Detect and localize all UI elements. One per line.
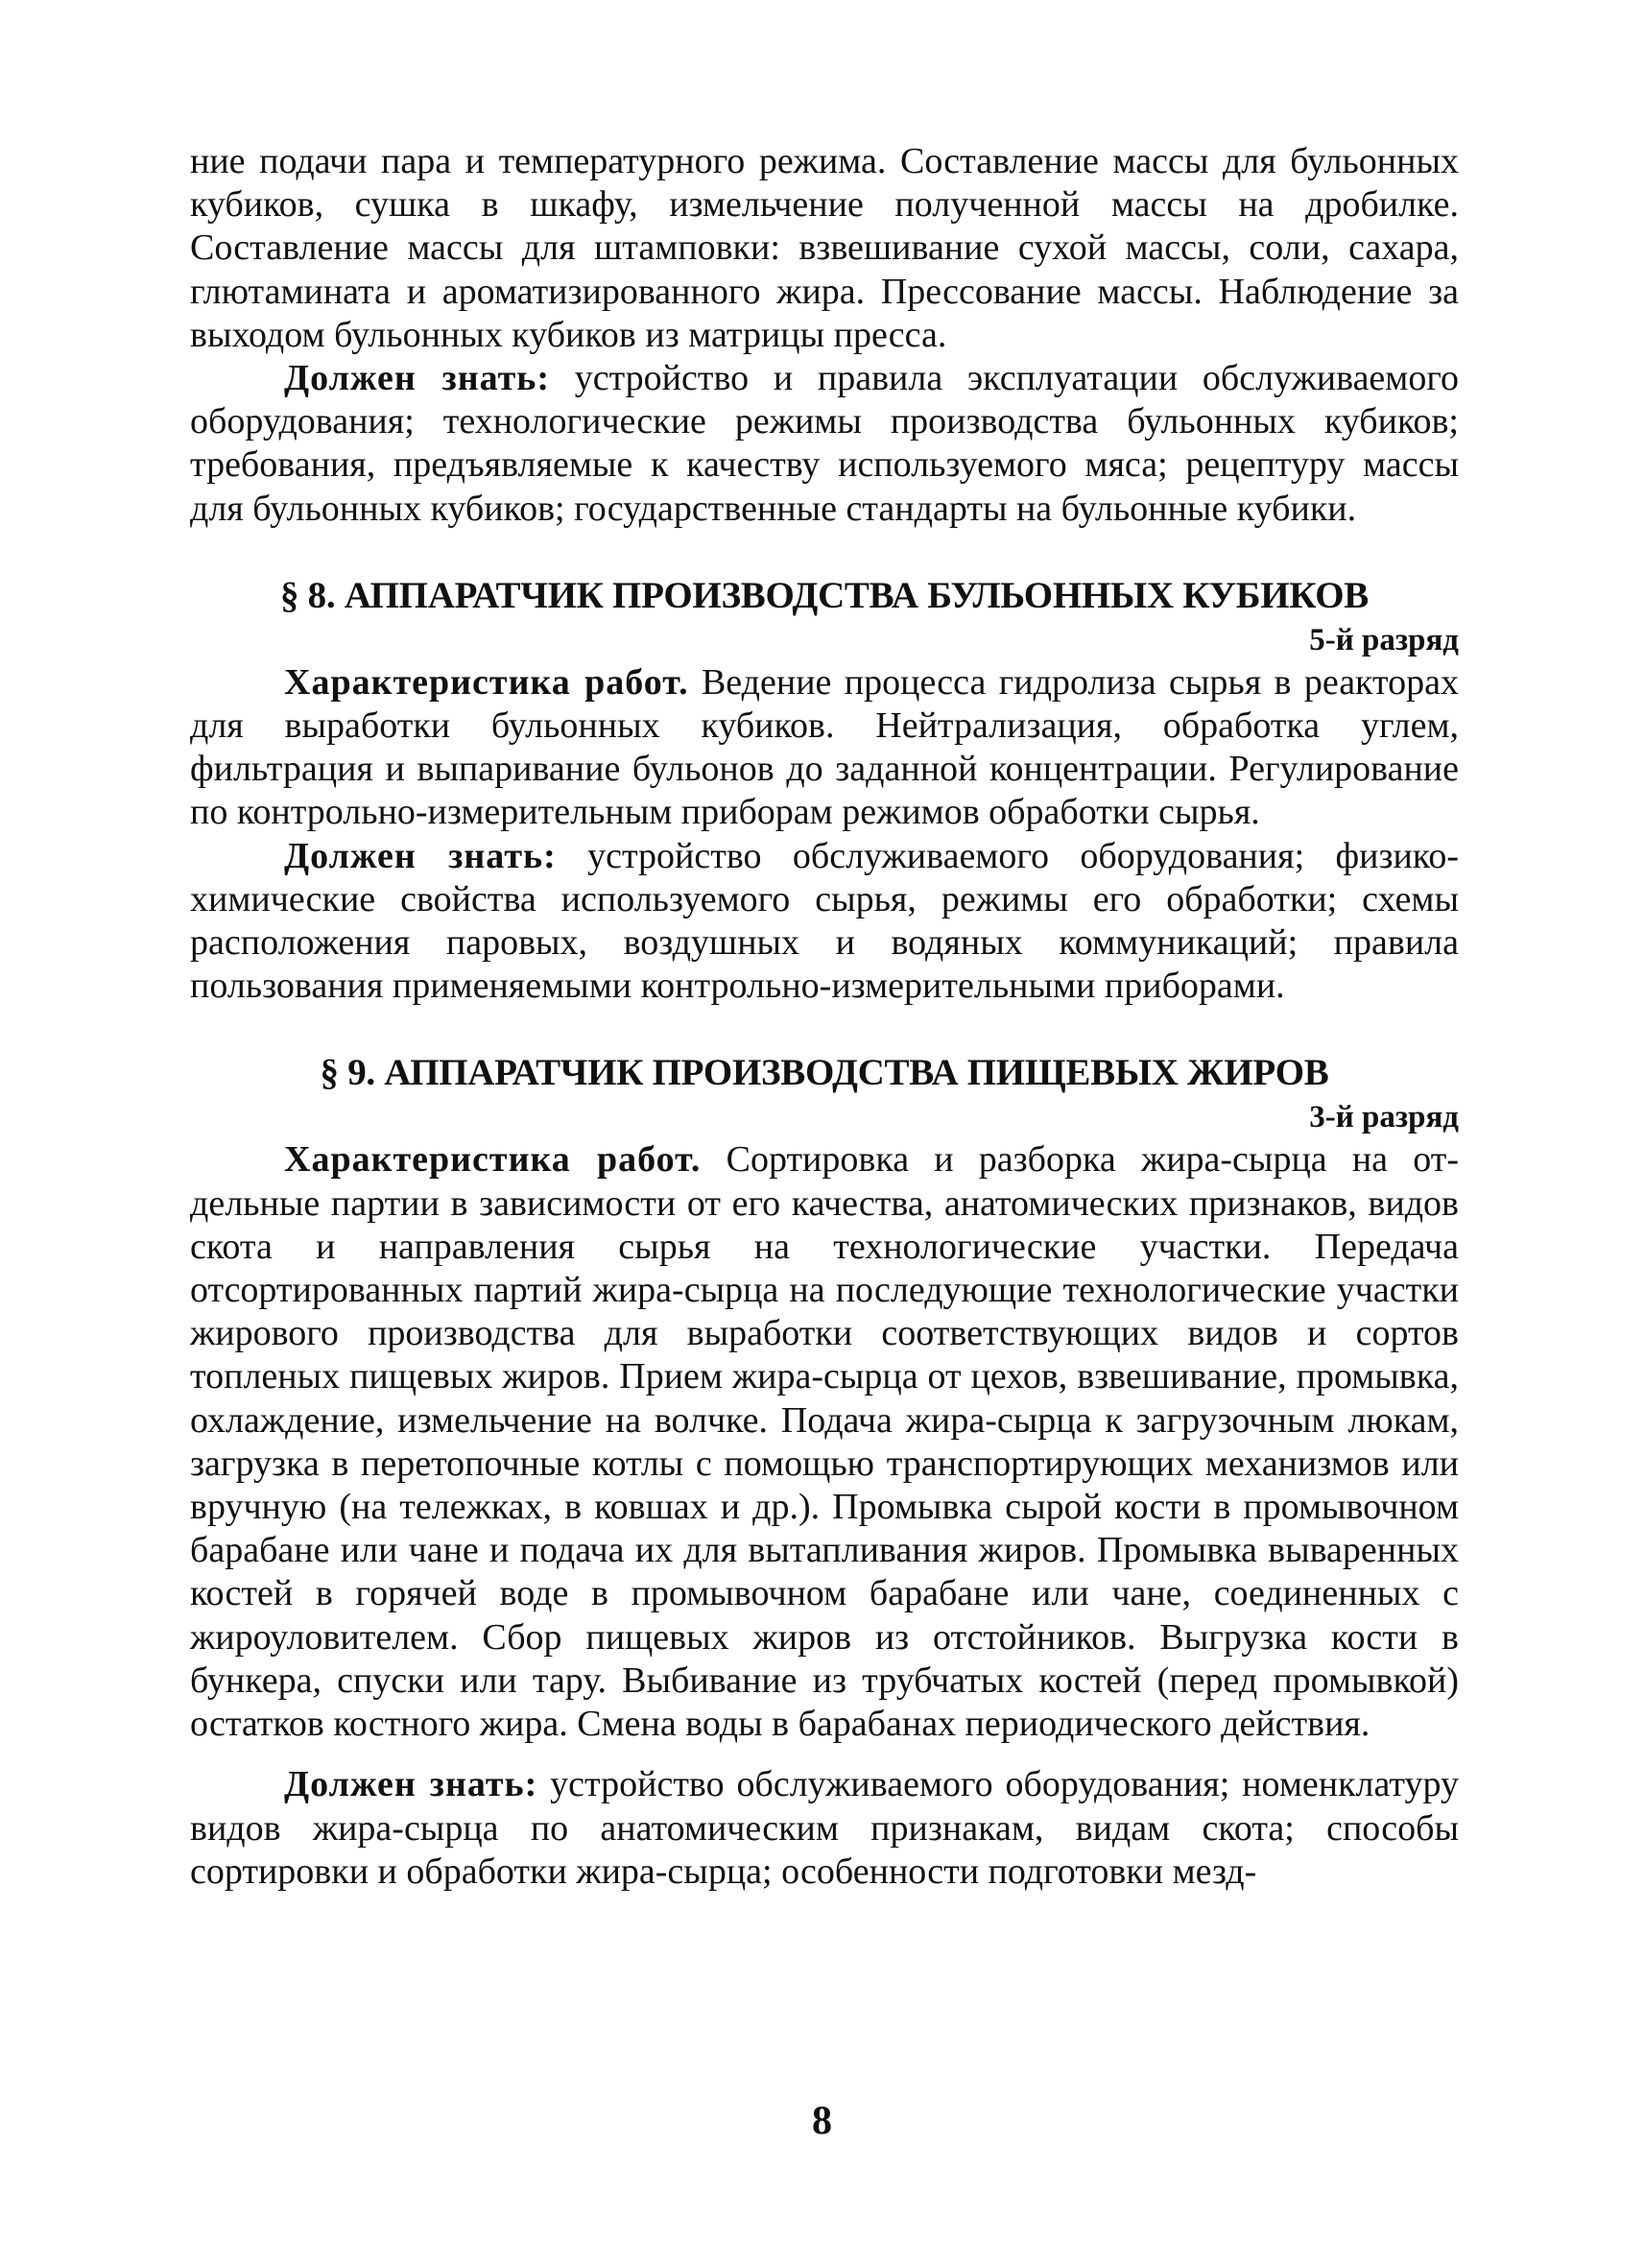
- grade-label: 3-й разряд: [1309, 1100, 1459, 1135]
- must-know-text: устройство обслуживаемого оборудования; физико-химические свойства используемого сырья, режимы его обработки; схемы расположения паровых, воздушных и водяных коммуникаций; правила пользования применяемыми контрольно-измерительными приборами.: [190, 835, 1459, 1007]
- characteristics-label: Характеристика работ.: [284, 661, 689, 703]
- must-know-text: устройство и правила эксплуатации обслуживаемого оборудования; технологические режимы производства бульонных кубиков; требования, предъявляемые к качеству используемого мяса; рецептуру массы для бульонных кубиков; государственные стандарты на бульонные кубики.: [190, 358, 1459, 529]
- paragraph-spacer: [190, 1746, 1459, 1763]
- must-know-label: Должен знать:: [284, 358, 551, 399]
- continuation-paragraph: ние подачи пара и температурного режима. Составление массы для бульонных кубиков, сушка в шкафу, измельчение полученной массы на дробилке. Составление массы для штамповки: взвешивание сухой массы, соли, сахара, глютамината и ароматизированного жира. Прессование массы. Наблюдение за выходом бульонных кубиков из матрицы пресса.: [190, 141, 1459, 355]
- section-title: § 9. АППАРАТЧИК ПРОИЗВОДСТВА ПИЩЕВЫХ ЖИРОВ: [320, 1052, 1329, 1094]
- must-know-label: Должен знать:: [284, 835, 557, 876]
- must-know-label: Должен знать:: [284, 1764, 538, 1805]
- characteristics-paragraph: [190, 661, 1459, 835]
- must-know-text: устройство обслуживаемого оборудования; номенклатуру видов жира-сырца по анатомическим признакам, видам скота; способы сортировки и обработки жира-сырца; особенности подготовки мезд-: [190, 1764, 1459, 1892]
- text-column: [190, 140, 1459, 1894]
- grade-label: 5-й разряд: [1309, 622, 1459, 657]
- characteristics-paragraph: [190, 1138, 1459, 1746]
- continuation-must-know-paragraph: [190, 357, 1459, 531]
- characteristics-text: Сортировка и разборка жира-сырца на отдельные партии в зависимости от его качества, анатомических признаков, видов скота и направления сырья на технологические участки. Передача отсортированных партий жира-сырца на последующие технологические участки жирового производства для выработки соответствующих видов и сортов топленых пищевых жиров. Прием жира-сырца от цехов, взвешивание, промывка, охлаждение, измельчение на волчке. Подача жира-сырца к загрузочным люкам, загрузка в перетопочные котлы с помощью транспортирующих механизмов или вручную (на тележках, в ковшах и др.). Промывка сырой кости в промывочном барабане или чане и подача их для вытапливания жиров. Промывка вываренных костей в горячей воде в промывочном барабане или чане, соединенных с жироуловителем. Сбор пищевых жиров из отстойников. Выгрузка кости в бункера, спуски или тару. Выбивание из трубчатых костей (перед промывкой) остатков костного жира. Смена воды в барабанах периодического действия.: [190, 1139, 1459, 1745]
- characteristics-label: Характеристика работ.: [284, 1139, 702, 1181]
- must-know-paragraph: [190, 835, 1459, 1009]
- characteristics-text: Ведение процесса гидролиза сырья в реакторах для выработки бульонных кубиков. Нейтрализация, обработка углем, фильтрация и выпаривание бульонов до заданной концентрации. Регулирование по контрольно-измерительным приборам режимов обработки сырья.: [190, 661, 1459, 833]
- section-title: § 8. АППАРАТЧИК ПРОИЗВОДСТВА БУЛЬОННЫХ КУБИКОВ: [280, 574, 1369, 616]
- section-spacer: [190, 531, 1459, 573]
- section-spacer: [190, 1008, 1459, 1050]
- must-know-paragraph: [190, 1763, 1459, 1894]
- page-number: 8: [812, 2099, 832, 2143]
